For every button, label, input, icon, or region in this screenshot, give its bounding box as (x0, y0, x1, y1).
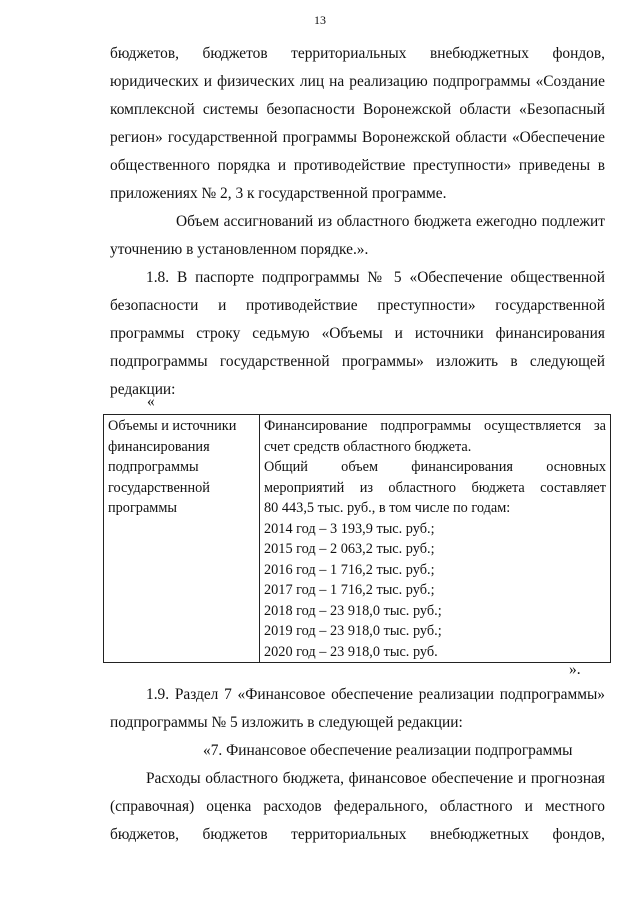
financing-table (103, 414, 611, 663)
text-line: 1.8. В паспорте подпрограммы № 5 «Обеспечение общественной (146, 269, 605, 286)
value-line: мероприятий из областного бюджета составляет (264, 479, 606, 496)
text-line: программы строку седьмую «Объемы и источники финансирования (110, 325, 605, 342)
text-line: 1.9. Раздел 7 «Финансовое обеспечение реализации подпрограммы» (146, 686, 605, 703)
year-line: 2014 год – 3 193,9 тыс. руб.; (264, 520, 435, 537)
text-line: бюджетов, бюджетов территориальных внебюджетных фондов, (110, 45, 605, 62)
value-line: счет средств областного бюджета. (264, 438, 472, 455)
text-line: Расходы областного бюджета, финансовое обеспечение и прогнозная (146, 770, 605, 787)
opening-quote: « (147, 393, 155, 410)
section-title: «7. Финансовое обеспечение реализации подпрограммы (203, 742, 573, 759)
label-line: государственной (108, 479, 210, 496)
year-line: 2020 год – 23 918,0 тыс. руб. (264, 643, 438, 660)
text-line: приложениях № 2, 3 к государственной программе. (110, 185, 447, 202)
year-line: 2015 год – 2 063,2 тыс. руб.; (264, 541, 435, 557)
year-line: 2019 год – 23 918,0 тыс. руб.; (264, 623, 442, 639)
table-label-cell (104, 415, 260, 663)
label-line: Объемы и источники (108, 418, 237, 434)
page-number: 13 (314, 13, 326, 27)
text-line: бюджетов, бюджетов территориальных внебюджетных фондов, (110, 826, 605, 843)
label-line: финансирования (108, 438, 210, 455)
text-line: общественного порядка и противодействие преступности» приведены в (110, 157, 605, 174)
text-line: подпрограммы № 5 изложить в следующей редакции: (110, 714, 463, 731)
text-line: безопасности и противодействие преступности» государственной (110, 297, 605, 314)
year-line: 2016 год – 1 716,2 тыс. руб.; (264, 561, 435, 578)
text-line: Объем ассигнований из областного бюджета ежегодно подлежит (176, 213, 605, 230)
table-value-cell (260, 415, 611, 663)
text-line: регион» государственной программы Воронежской области «Обеспечение (110, 129, 605, 146)
table-row (104, 415, 611, 663)
text-line: подпрограммы государственной программы» изложить в следующей (110, 353, 605, 370)
closing-quote: ». (569, 661, 581, 678)
year-line: 2017 год – 1 716,2 тыс. руб.; (264, 582, 435, 598)
text-line: редакции: (110, 381, 176, 398)
text-line: юридических и физических лиц на реализацию подпрограммы «Создание (110, 73, 605, 90)
value-line: Общий объем финансирования основных (264, 459, 606, 475)
value-line: 80 443,5 тыс. руб., в том числе по годам: (264, 500, 511, 516)
text-line: комплексной системы безопасности Воронежской области «Безопасный (110, 101, 605, 118)
text-line: (справочная) оценка расходов федерального, областного и местного (110, 798, 605, 815)
year-line: 2018 год – 23 918,0 тыс. руб.; (264, 602, 442, 619)
label-line: подпрограммы (108, 459, 199, 475)
label-line: программы (108, 500, 178, 516)
text-line: уточнению в установленном порядке.». (110, 241, 369, 258)
value-line: Финансирование подпрограммы осуществляется за (264, 418, 606, 434)
